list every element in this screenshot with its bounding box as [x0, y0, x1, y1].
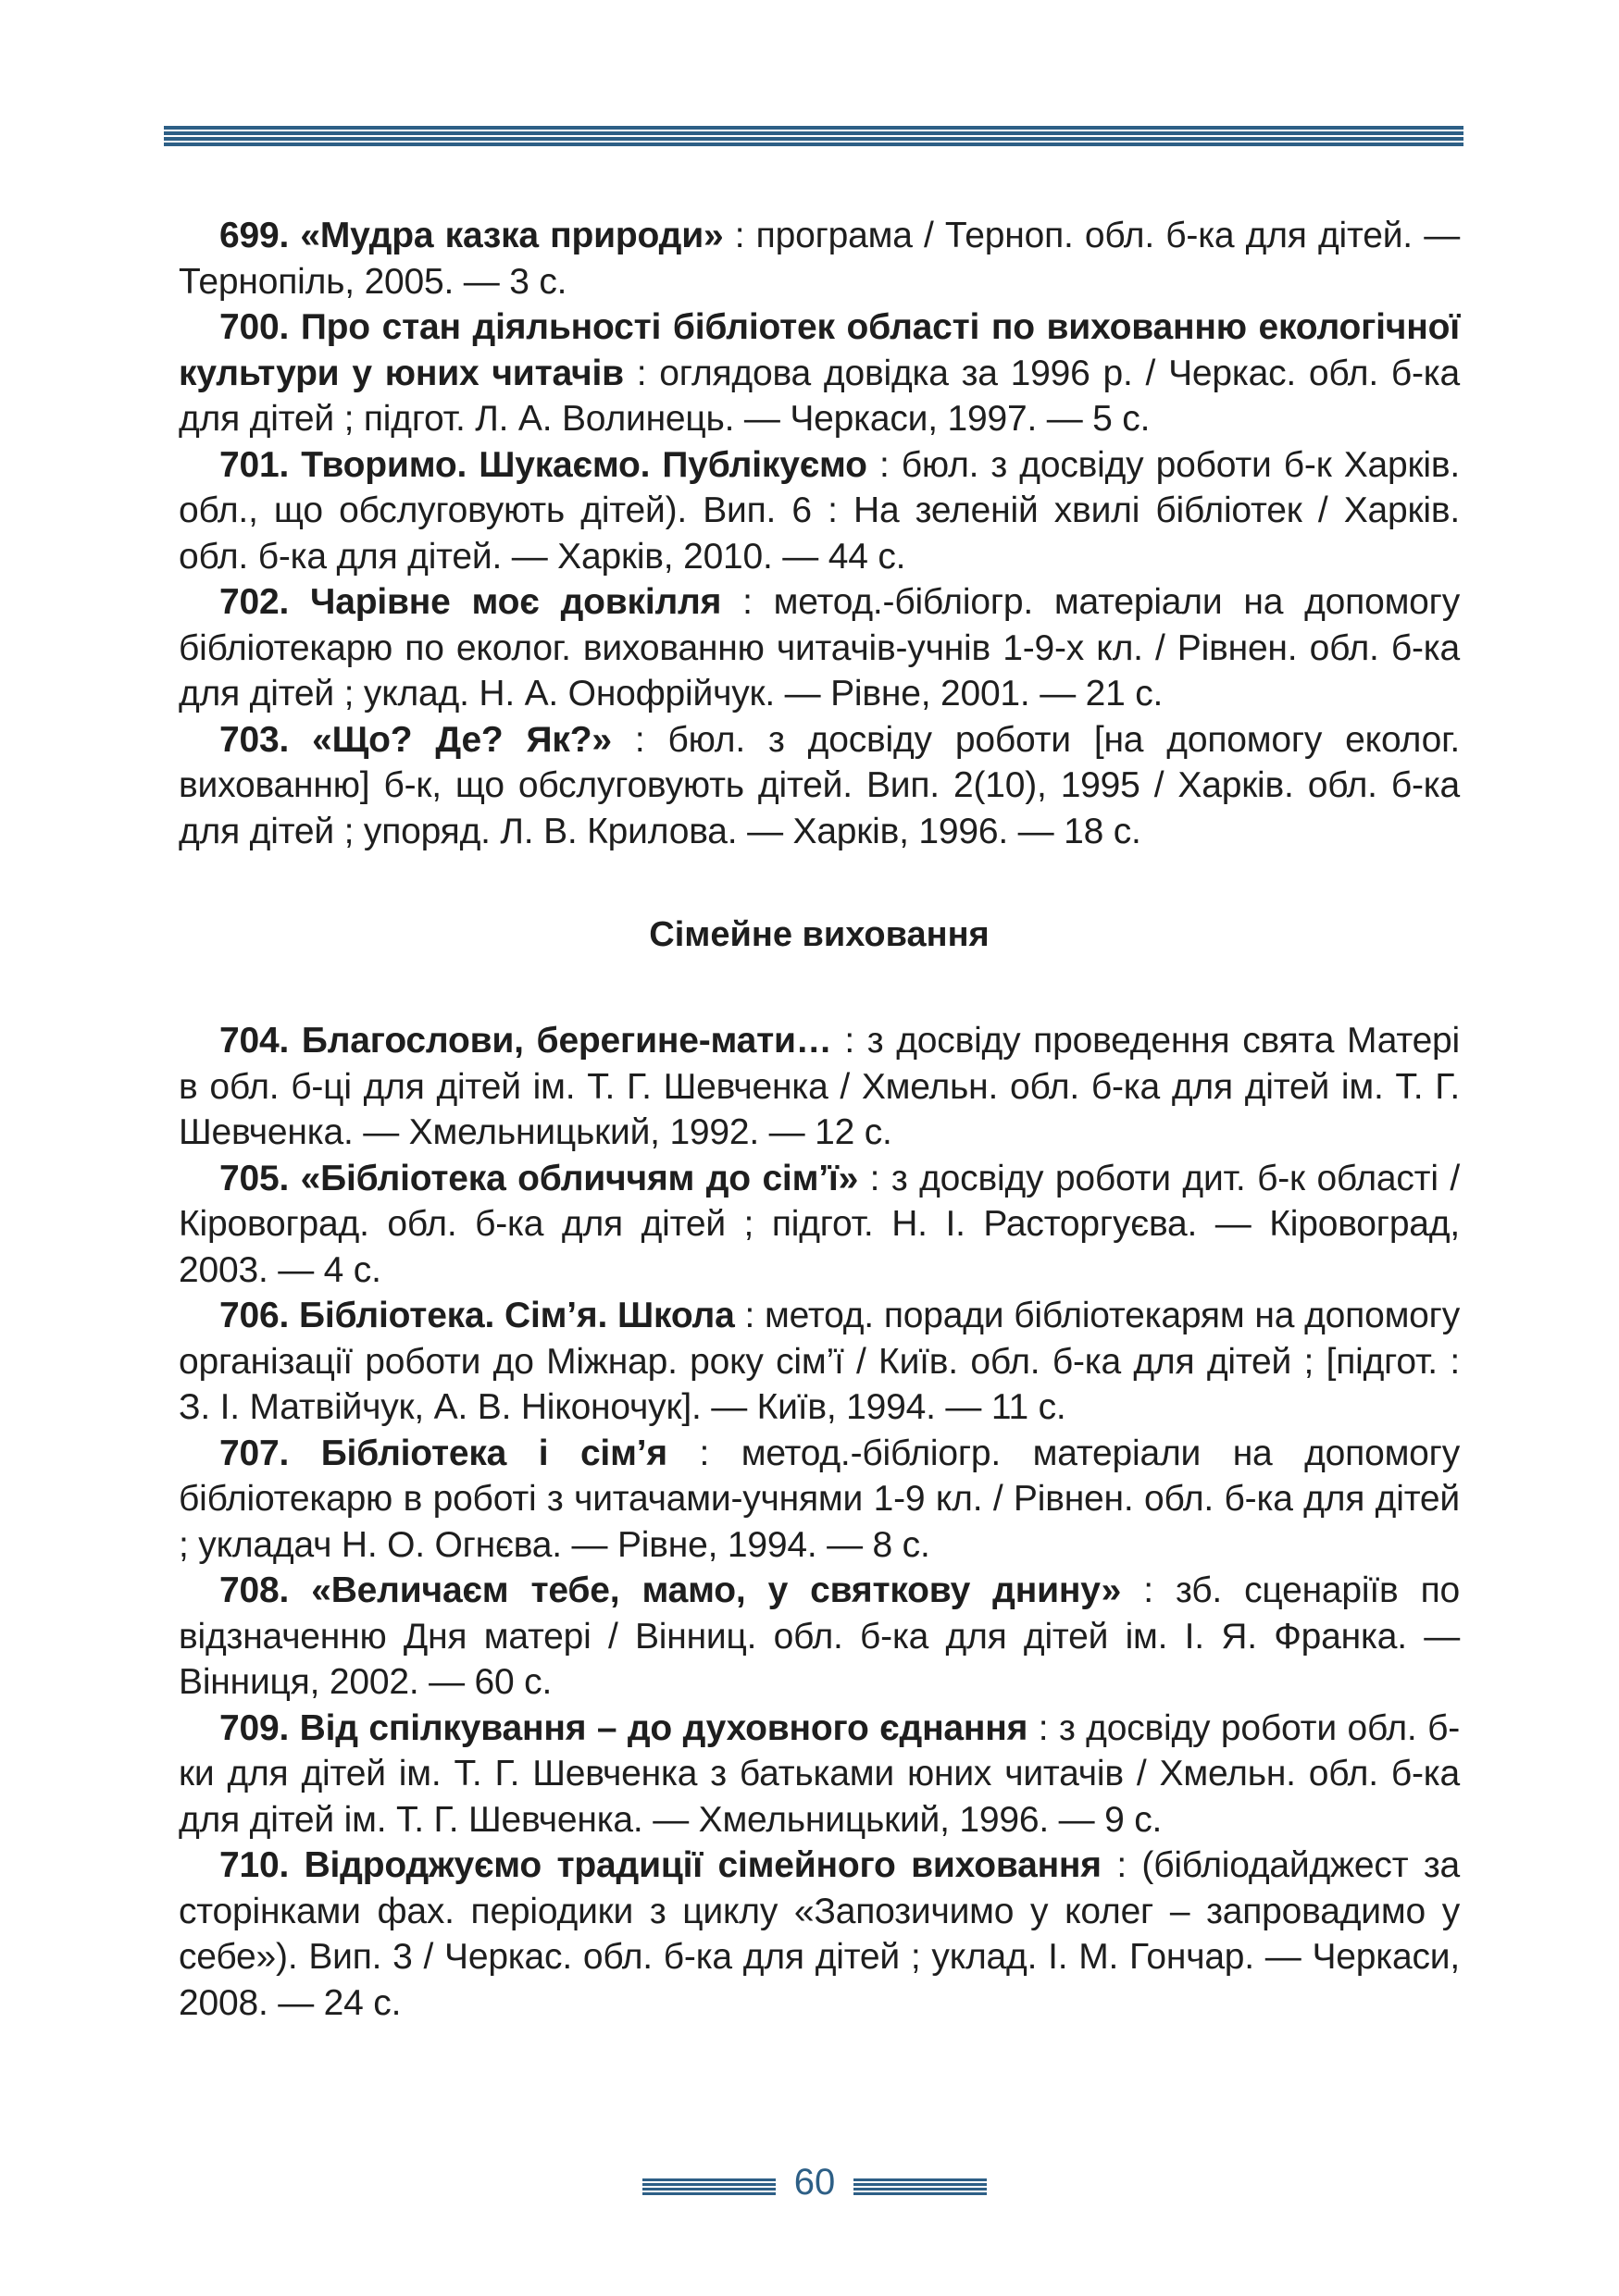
- entry-title: Відроджуємо традиції сімейного виховання: [304, 1845, 1102, 1885]
- page-number: 60: [793, 2162, 836, 2203]
- bibliography-entry: [179, 579, 1460, 717]
- entry-title: Бібліотека. Сім’я. Школа: [299, 1296, 735, 1335]
- bibliography-entry: [179, 1843, 1460, 2026]
- entry-number: 703.: [219, 719, 290, 760]
- entry-description: : оглядова довідка за 1996 р. / Черкас. обл. б-ка для дітей ; підгот. Л. А. Волинець. — Черкаси, 1997. — 5 с.: [179, 353, 1460, 439]
- bibliography-entry: [179, 1568, 1460, 1706]
- entry-title: Від спілкування – до духовного єднання: [299, 1707, 1028, 1748]
- entry-description: : програма / Терноп. обл. б-ка для дітей. — Тернопіль, 2005. — 3 с.: [179, 216, 1461, 302]
- bibliography-entry: [179, 1156, 1460, 1294]
- header-rule: [164, 126, 1463, 146]
- entry-title: «Мудра казка природи»: [300, 216, 724, 255]
- bibliography-entry: [179, 304, 1460, 442]
- page-body: [179, 213, 1460, 2026]
- entry-title: Про стан діяльності бібліотек області по вихованню екологічної культури у юних читачів: [179, 307, 1460, 393]
- entry-number: 706.: [219, 1296, 290, 1335]
- entry-description: : бюл. з досвіду роботи б-к Харків. обл., що обслуговують дітей). Вип. 6 : На зеленій хвилі бібліотек / Харків. обл. б-ка для дітей. — Харків, 2010. — 44 с.: [179, 444, 1460, 577]
- entry-title: «Що? Де? Як?»: [312, 719, 612, 760]
- entry-title: Чарівне моє довкілля: [310, 582, 722, 622]
- entries-list: [179, 1018, 1460, 2026]
- entry-number: 700.: [219, 307, 290, 347]
- footer-rule-right: [853, 2178, 987, 2195]
- entry-number: 699.: [219, 216, 290, 255]
- entry-number: 701.: [219, 444, 290, 485]
- entry-number: 708.: [219, 1570, 290, 1610]
- entry-title: Бібліотека і сім’я: [320, 1433, 667, 1473]
- entry-number: 705.: [219, 1158, 290, 1198]
- entry-number: 709.: [219, 1707, 290, 1748]
- entry-description: : метод.-бібліогр. матеріали на допомогу бібліотекарю в роботі з читачами-учнями 1-9 кл. / Рівнен. обл. б-ка для дітей ; укладач Н. О. Огнєва. — Рівне, 1994. — 8 с.: [179, 1433, 1460, 1565]
- entry-description: : з досвіду роботи дит. б-к області / Кіровоград. обл. б-ка для дітей ; підгот. Н. І. Расторгуєва. — Кіровоград, 2003. — 4 с.: [179, 1158, 1460, 1290]
- entry-title: Благослови, берегине-мати…: [301, 1021, 832, 1061]
- bibliography-entry: [179, 1293, 1460, 1431]
- bibliography-entry: [179, 442, 1460, 580]
- bibliography-entry: [179, 213, 1460, 304]
- entry-title: «Величаєм тебе, мамо, у святкову днину»: [311, 1570, 1122, 1610]
- entry-description: : (бібліодайджест за сторінками фах. періодики з циклу «Запозичимо у колег – запровадимо у себе»). Вип. 3 / Черкас. обл. б-ка для дітей ; уклад. І. М. Гончар. — Черкаси, 2008. — 24 с.: [179, 1845, 1461, 2023]
- entry-description: : метод.-бібліогр. матеріали на допомогу бібліотекарю по еколог. вихованню читачів-учнів 1-9-х кл. / Рівнен. обл. б-ка для дітей ; уклад. Н. А. Онофрійчук. — Рівне, 2001. — 21 с.: [179, 582, 1460, 714]
- entry-description: : зб. сценаріїв по відзначенню Дня матері / Вінниц. обл. б-ка для дітей ім. І. Я. Франка. — Вінниця, 2002. — 60 с.: [179, 1570, 1460, 1702]
- entry-title: Творимо. Шукаємо. Публікуємо: [301, 444, 867, 485]
- entry-number: 704.: [219, 1021, 290, 1061]
- entry-number: 710.: [219, 1845, 290, 1885]
- entry-title: «Бібліотека обличчям до сім’ї»: [300, 1158, 859, 1198]
- entry-number: 702.: [219, 582, 290, 622]
- entries-list: [179, 213, 1460, 854]
- page-footer: [0, 2158, 1619, 2214]
- entry-description: : з досвіду проведення свята Матері в обл. б-ці для дітей ім. Т. Г. Шевченка / Хмельн. обл. б-ка для дітей ім. Т. Г. Шевченка. — Хмельницький, 1992. — 12 с.: [179, 1021, 1461, 1152]
- bibliography-entry: [179, 1706, 1460, 1843]
- bibliography-entry: [179, 1431, 1460, 1569]
- footer-rule-left: [642, 2178, 776, 2195]
- entry-description: : бюл. з досвіду роботи [на допомогу еколог. вихованню] б-к, що обслуговують дітей. Вип. 2(10), 1995 / Харків. обл. б-ка для дітей ; упоряд. Л. В. Крилова. — Харків, 1996. — 18 с.: [179, 719, 1460, 851]
- bibliography-entry: [179, 1018, 1460, 1156]
- entry-number: 707.: [219, 1433, 290, 1473]
- section-heading: Сімейне виховання: [649, 915, 990, 954]
- entry-description: : метод. поради бібліотекарям на допомогу організації роботи до Міжнар. року сім’ї / Київ. обл. б-ка для дітей ; [підгот. : З. І. Матвійчук, А. В. Ніконочук]. — Київ, 1994. — 11 с.: [179, 1296, 1461, 1427]
- entry-description: : з досвіду роботи обл. б-ки для дітей ім. Т. Г. Шевченка з батьками юних читачів / Хмельн. обл. б-ка для дітей ім. Т. Г. Шевченка. — Хмельницький, 1996. — 9 с.: [179, 1707, 1461, 1840]
- bibliography-entry: [179, 717, 1460, 855]
